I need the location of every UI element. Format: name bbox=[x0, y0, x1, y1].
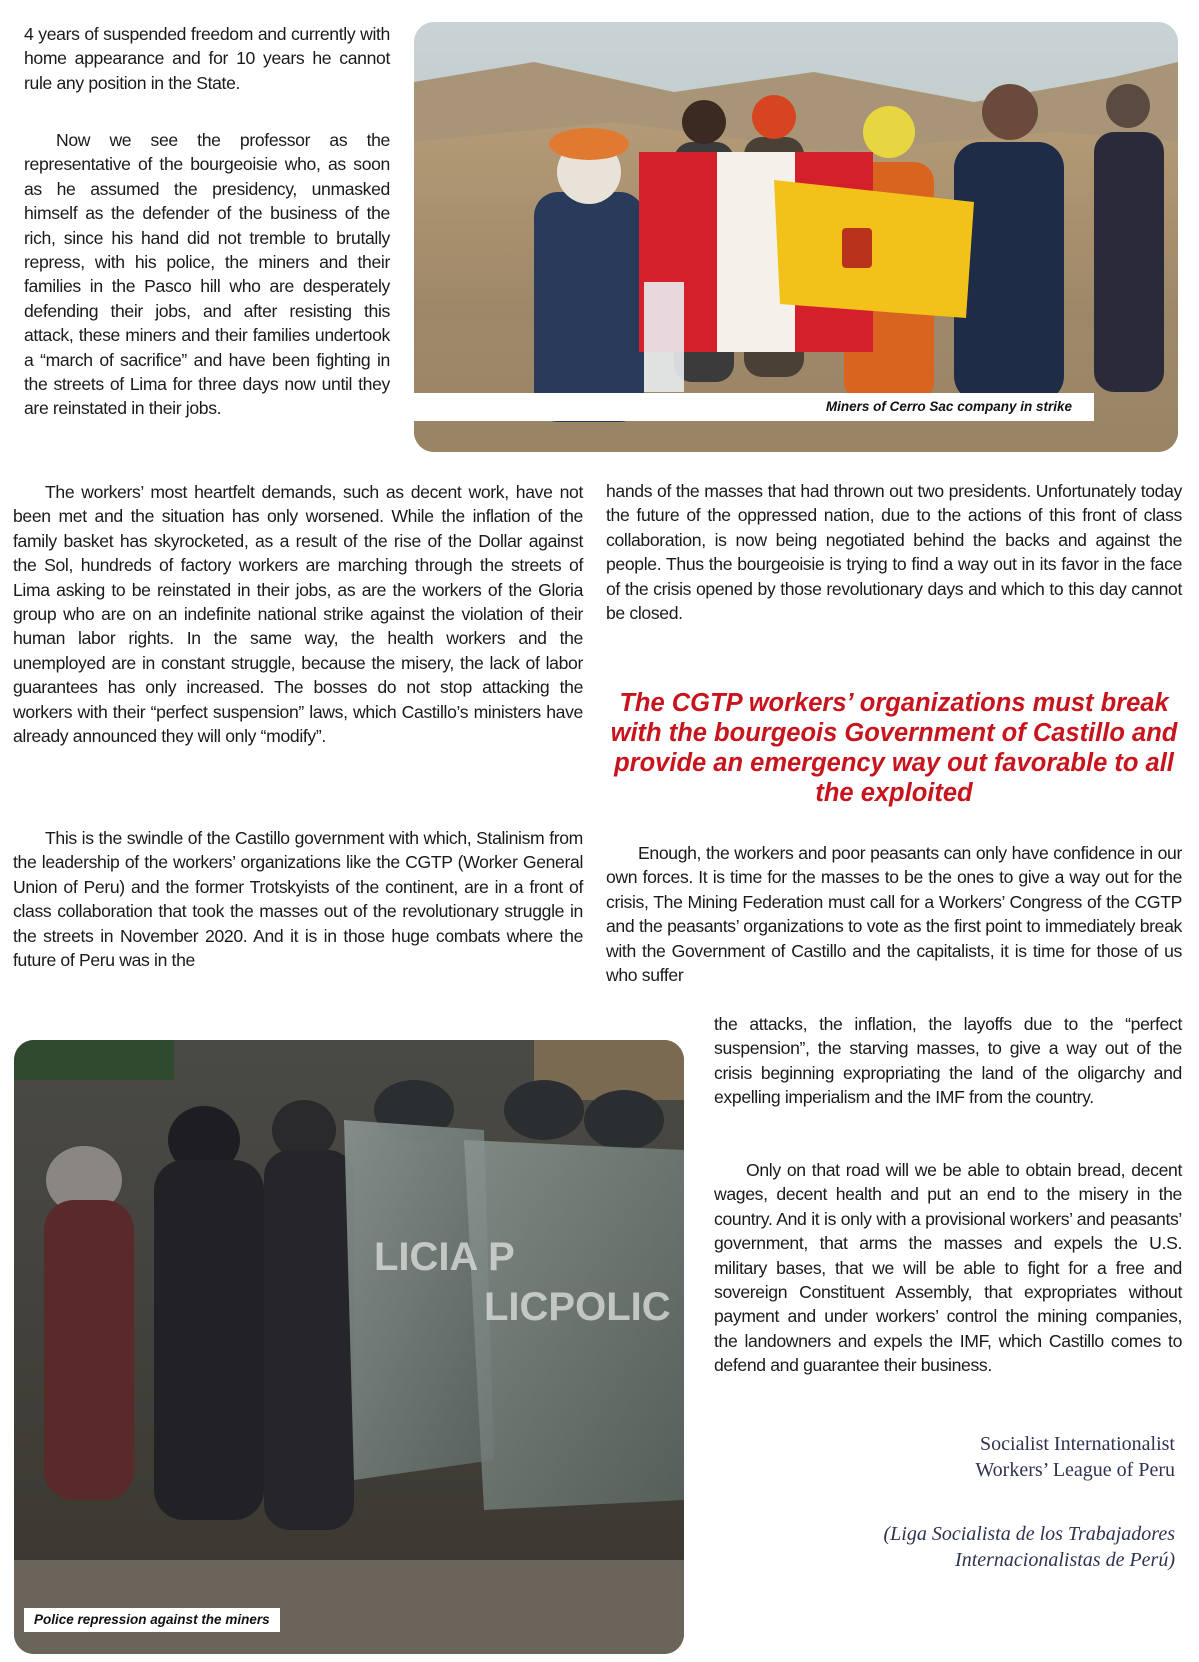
paragraph-professor: Now we see the professor as the representative of the bourgeoisie who, as soon as he assumed the presidency, unmasked himself as the defender of the business of the rich, since his hand did not tremble to brutally repress, with his police, the miners and their families in the Pasco hill who are desperately defending their jobs, and after resisting this attack, these miners and their families undertook a “march of sacrifice” and have been fighting in the streets of Lima for three days now until they are reinstated in their jobs. bbox=[24, 130, 390, 419]
police-repression-illustration bbox=[14, 1040, 684, 1654]
miners-strike-illustration bbox=[414, 22, 1178, 452]
yellow-flag bbox=[774, 180, 974, 318]
signature-line-2: Workers’ League of Peru bbox=[975, 1459, 1175, 1481]
paragraph-swindle: This is the swindle of the Castillo government with which, Stalinism from the leadership of the workers’ organizations like the CGTP (Worker General Union of Peru) and the former Trotskyists of the continent, are in a front of class collaboration that took the masses out of the revolutionary struggle in the streets in November 2020. And it is in those huge combats where the future of Peru was in the bbox=[13, 828, 583, 971]
section-heading: The CGTP workers’ organizations must break with the bourgeois Government of Castillo and provide an emergency way out favorable to all the exploited bbox=[610, 689, 1178, 807]
paragraph-enough-continued: the attacks, the inflation, the layoffs due to the “perfect suspension”, the starving masses, to give a way out of the crisis beginning expropriating the land of the oligarchy and expelling imperialism and the IMF from the country. bbox=[714, 1014, 1182, 1108]
protesters-group bbox=[44, 1100, 354, 1530]
signature-line-3: (Liga Socialista de los Trabajadores bbox=[883, 1523, 1175, 1545]
photo-police-repression bbox=[14, 1040, 684, 1654]
caption-bottom: Police repression against the miners bbox=[24, 1608, 280, 1632]
signature-line-4: Internacionalistas de Perú) bbox=[955, 1549, 1175, 1571]
shield-text-1: LICIA P bbox=[374, 1235, 515, 1279]
photo-miners-strike bbox=[414, 22, 1178, 452]
signature-line-1: Socialist Internationalist bbox=[980, 1433, 1175, 1455]
shield-text-2: LICPOLIC bbox=[484, 1285, 671, 1329]
paragraph-demands: The workers’ most heartfelt demands, such as decent work, have not been met and the situation has only worsened. While the inflation of the family basket has skyrocketed, as a result of the rise of the Dollar against the Sol, hundreds of factory workers are marching through the streets of Lima asking to be reinstated in their jobs, as are the workers of the Gloria group who are on an indefinite national strike against the violation of their human labor rights. In the same way, the health workers and the unemployed are in constant struggle, because the misery, the lack of labor guarantees has only increased. The bosses do not stop attacking the workers with their “perfect suspension” laws, which Castillo’s ministers have already announced they will only “modify”. bbox=[13, 482, 583, 747]
paragraph-masses: hands of the masses that had thrown out two presidents. Unfortunately today the future of the oppressed nation, due to the actions of this front of class collaboration, is now being negotiated behind the backs and against the people. Thus the bourgeoisie is trying to find a way out in its favor in the face of the crisis opened by those revolutionary days and which to this day cannot be closed. bbox=[606, 481, 1182, 624]
paragraph-enough: Enough, the workers and poor peasants can only have confidence in our own forces. It is time for the masses to be the ones to give a way out for the crisis, The Mining Federation must call for a Workers’ Congress of the CGTP and the peasants’ organizations to vote as the first point to immediately break with the Government of Castillo and the capitalists, it is time for those of us who suffer bbox=[606, 843, 1182, 986]
caption-top bbox=[414, 393, 1094, 421]
caption-top-text: Miners of Cerro Sac company in strike bbox=[802, 393, 1082, 421]
police-shields bbox=[344, 1080, 684, 1510]
paragraph-road: Only on that road will we be able to obtain bread, decent wages, decent health and put an end to the misery in the country. And it is only with a provisional workers’ and peasants’ government, that arms the masses and expels the U.S. military bases, that we will be able to fight for a free and sovereign Constituent Assembly, that expropriates without payment and under workers’ control the mining companies, the landowners and expels the IMF, which Castillo comes to defend and guarantee their business. bbox=[714, 1160, 1182, 1376]
paragraph-intro: 4 years of suspended freedom and currently with home appearance and for 10 years he cannot rule any position in the State. bbox=[24, 24, 390, 93]
